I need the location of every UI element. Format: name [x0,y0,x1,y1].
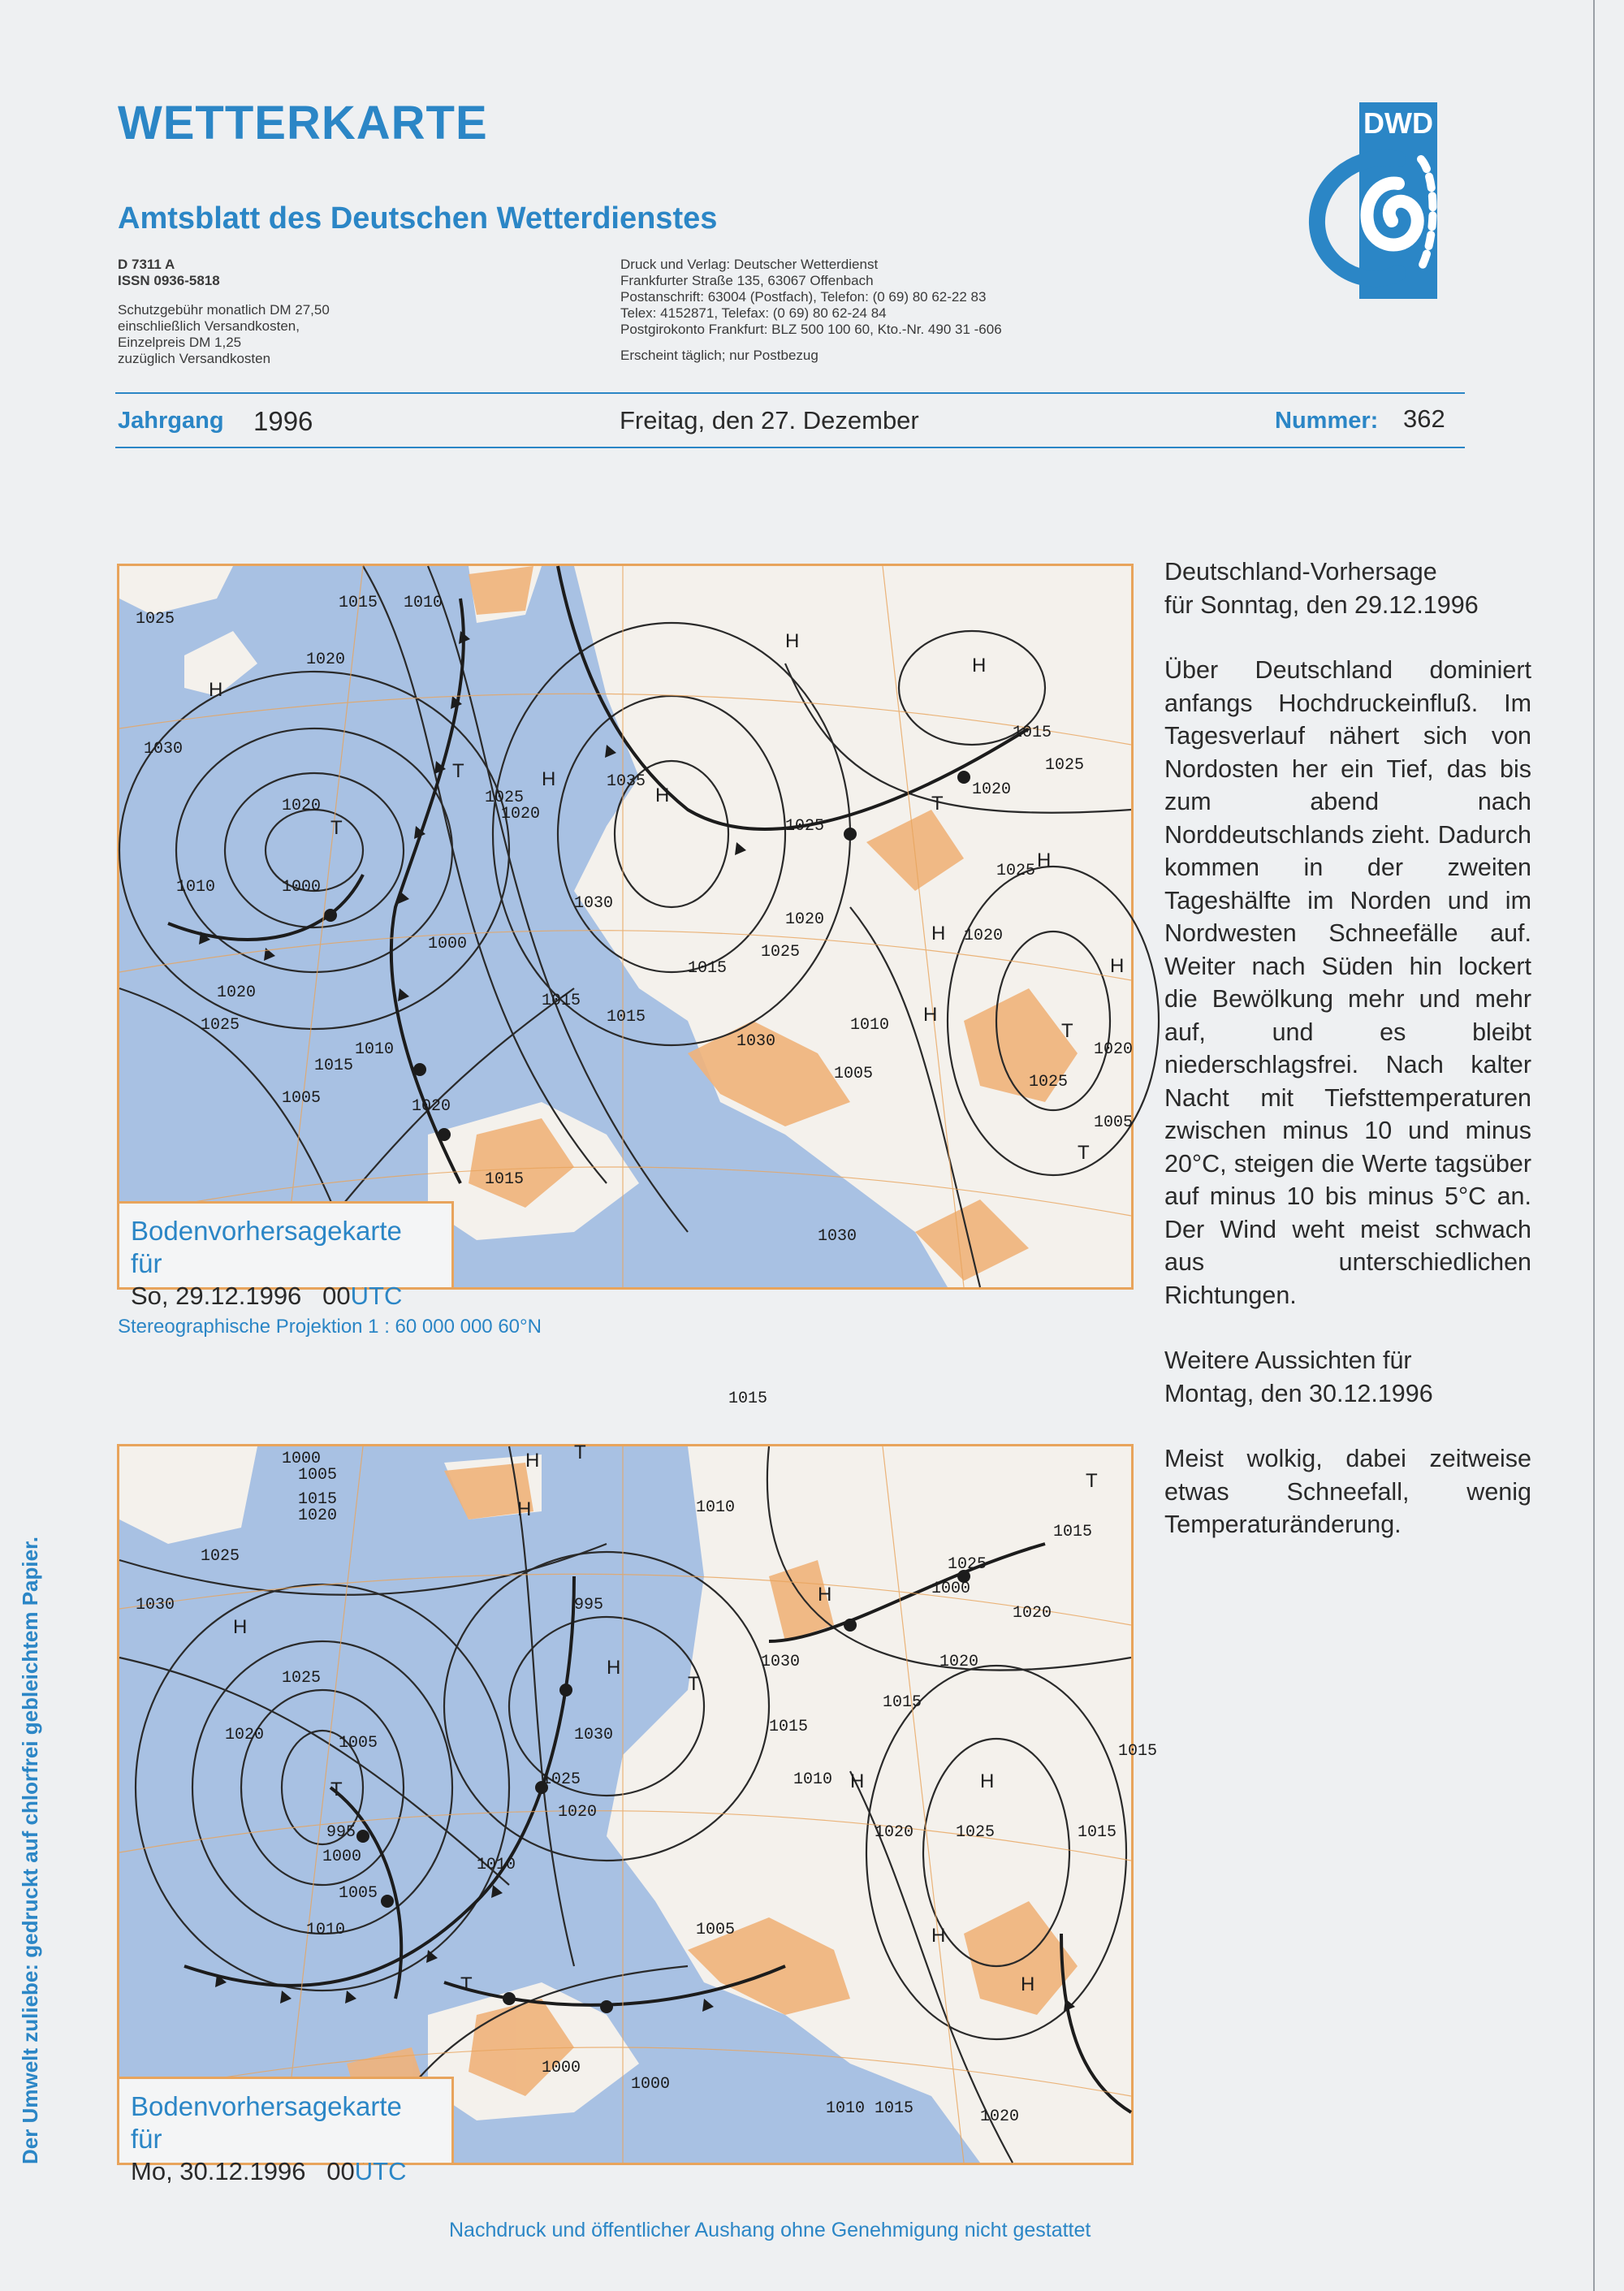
isobar-label: 1020 [412,1097,451,1116]
isobar-label: 1010 [306,1921,346,1939]
high-pressure-center: H [980,1770,995,1792]
map-caption [119,1201,454,1310]
high-pressure-center: H [233,1616,248,1638]
isobar-label: 1030 [574,894,614,913]
isobar-label: 1025 [996,862,1036,880]
isobar-label: 1025 [761,943,801,962]
isobar-label: 1025 [542,1770,581,1789]
isobar-label: 1035 [607,772,646,791]
isobar-label: 1020 [217,983,257,1002]
isobar-label: 1005 [339,1884,378,1903]
high-pressure-center: H [542,768,556,790]
isobar-label: 1015 [485,1170,525,1189]
isobar-label: 1015 [1118,1742,1158,1761]
isobar-label: 1020 [972,780,1012,799]
fee-line-4: zuzüglich Versandkosten [118,351,271,366]
isobar-label: 1015 [298,1490,338,1509]
isobar-label: 1020 [1013,1604,1052,1623]
high-pressure-center: H [931,1925,946,1947]
nummer-label: Nummer: [1275,408,1379,434]
isobar-label: 1015 [1053,1523,1093,1541]
outlook-heading-2: Montag, den 30.12.1996 [1164,1379,1433,1407]
isobar-label: 1025 [282,1669,322,1688]
isobar-label: 1005 [339,1734,378,1753]
map-caption-utc: UTC [354,2157,407,2185]
map-caption-date-text: Mo, 30.12.1996 [131,2157,306,2185]
issue-date: Freitag, den 27. Dezember [620,406,919,434]
publisher-line-3: Postanschrift: 63004 (Postfach), Telefon: (0 69) 80 62-22 83 [620,289,987,305]
isobar-label: 1025 [956,1823,996,1842]
header-rule-top [115,392,1465,394]
isobar-label: 1000 [542,2059,581,2077]
high-pressure-center: H [209,679,223,701]
isobar-label: 1000 [282,878,322,897]
forecast-map-monday [117,1442,1158,2185]
dwd-logo [1307,102,1437,299]
isobar-label: 1025 [201,1016,240,1035]
isobar-label: 1020 [501,805,541,823]
map-caption-title: Bodenvorhersagekarte für [131,1216,402,1278]
isobar-label: 1030 [761,1653,801,1671]
fee-line-3: Einzelpreis DM 1,25 [118,335,242,350]
outlook-heading [1164,1344,1531,1410]
isobar-label: 1030 [144,740,184,759]
isobar-label: 1025 [948,1555,987,1574]
high-pressure-center: H [785,630,800,652]
publisher-line-5: Postgirokonto Frankfurt: BLZ 500 100 60, Kto.-Nr. 490 31 -606 [620,322,1002,337]
map-caption-date [131,1280,440,1312]
low-pressure-center: T [330,1779,343,1800]
isobar-label: 995 [574,1596,604,1615]
fee-line-2: einschließlich Versandkosten, [118,318,300,334]
isobar-label: 1020 [558,1803,598,1822]
isobar-label: 1010 [696,1498,736,1517]
isobar-label: 1005 [1094,1113,1134,1132]
map-caption-utc: UTC [350,1282,403,1310]
isobar-label: 1015 [607,1008,646,1027]
isobar-label: 1030 [736,1032,776,1051]
isobar-label: 1020 [298,1506,338,1525]
isobar-label: 1025 [785,817,825,836]
isobar-label: 1025 [485,789,525,807]
isobar-label: 1020 [964,927,1004,945]
isobar-label: 1010 [404,594,443,612]
high-pressure-center: H [655,785,670,806]
isobar-label: 1015 [1078,1823,1117,1842]
map-caption-time: 00 [322,1282,351,1310]
isobar-label: 1010 [850,1016,890,1035]
low-pressure-center: T [574,1442,586,1463]
logo-text: DWD [1363,106,1433,140]
publisher-line-6: Erscheint täglich; nur Postbezug [620,348,818,363]
isobar-label: 1000 [631,2075,671,2094]
footer-note: Nachdruck und öffentlicher Aushang ohne Genehmigung nicht gestattet [449,2219,1091,2241]
high-pressure-center: H [1110,955,1125,977]
isobar-label: 1015 [688,959,728,978]
high-pressure-center: H [972,655,987,676]
map-caption-title: Bodenvorhersagekarte für [131,2091,402,2154]
low-pressure-center: T [452,760,464,782]
isobar-label: 1025 [136,610,175,629]
isobar-label: 1010 [826,2099,866,2118]
isobar-label: 1025 [201,1547,240,1566]
high-pressure-center: H [517,1498,532,1520]
isobar-label: 1000 [322,1848,362,1866]
isobar-label: 1020 [980,2107,1020,2126]
low-pressure-center: T [1061,1020,1073,1042]
forecast-body: Über Deutschland dominiert anfangs Hochdruckeinfluß. Im Tagesverlauf nähert sich von Nordosten her ein Tief, das bis zum abend nach Norddeutschlands zieht. Dadurch kommen in der zweiten Tageshälfte im Norden und im Nordwesten Schneefälle auf. Weiter nach Süden hin lockert die Bewölkung mehr und mehr auf, und es bleibt niederschlagsfrei. Nach kalter Nacht mit Tiefsttemperaturen zwischen minus 10 und minus 20°C, steigen die Werte tagsüber auf minus 10 bis minus 5°C an. Der Wind weht meist schwach aus unterschiedlichen Richtungen. [1164,656,1531,1309]
high-pressure-center: H [931,923,946,944]
forecast-heading [1164,555,1531,621]
page-edge [1593,0,1595,2291]
header-rule-bottom [115,447,1465,448]
page-title: WETTERKARTE [118,97,488,149]
isobar-label: 1005 [282,1089,322,1108]
isobar-label: 1030 [818,1227,857,1246]
map-caption-date [131,2155,440,2188]
isobar-label: 1000 [931,1580,971,1598]
publication-info [118,257,459,367]
isobar-label: 1020 [785,910,825,929]
low-pressure-center: T [688,1673,700,1695]
isobar-label: 995 [326,1823,356,1842]
isobar-label: 1010 [355,1040,395,1059]
isobar-label: 1010 [793,1770,833,1789]
isobar-label: 1020 [875,1823,914,1842]
high-pressure-center: H [923,1004,938,1026]
high-pressure-center: H [1037,849,1052,871]
issn: ISSN 0936-5818 [118,273,220,288]
isobar-label: 1030 [574,1726,614,1744]
outlook-heading-1: Weitere Aussichten für [1164,1347,1412,1374]
isobar-label: 1015 [314,1057,354,1075]
publisher-line-2: Frankfurter Straße 135, 63067 Offenbach [620,273,874,288]
isobar-label: 1015 [883,1693,922,1712]
outlook-body: Meist wolkig, dabei zeitweise etwas Schneefall, wenig Temperaturänderung. [1164,1445,1531,1538]
jahrgang-label: Jahrgang [118,408,224,434]
isobar-label: 1020 [939,1653,979,1671]
high-pressure-center: H [818,1584,832,1606]
nummer-value: 362 [1403,404,1445,433]
page-subtitle: Amtsblatt des Deutschen Wetterdienstes [118,201,718,236]
projection-note: Stereographische Projektion 1 : 60 000 000 60°N [118,1316,542,1338]
isobar-label: 1015 [769,1718,809,1736]
isobar-label: 1020 [282,797,322,815]
forecast-text [1164,555,1531,1574]
isobar-label: 1015 [1013,724,1052,742]
isobar-label: 1030 [136,1596,175,1615]
high-pressure-center: H [850,1770,865,1792]
isobar-label: 1020 [225,1726,265,1744]
fee-line-1: Schutzgebühr monatlich DM 27,50 [118,302,330,318]
isobar-label: 1005 [696,1921,736,1939]
low-pressure-center: T [1078,1142,1090,1164]
isobar-label: 1010 [176,878,216,897]
low-pressure-center: T [931,793,944,815]
isobar-label: 1015 [542,992,581,1010]
low-pressure-center: T [1086,1470,1098,1492]
publication-code: D 7311 A [118,257,175,272]
isobar-label: 1025 [1045,756,1085,775]
isobar-label: 1000 [428,935,468,953]
low-pressure-center: T [460,1973,473,1995]
map-graphic [119,1442,1158,2163]
high-pressure-center: H [607,1657,621,1679]
isobar-label: 1020 [306,651,346,669]
low-pressure-center: T [330,817,343,839]
isobar-label: 1025 [1029,1073,1069,1091]
jahrgang-value: 1996 [253,406,313,436]
forecast-heading-1: Deutschland-Vorhersage [1164,558,1437,586]
isobar-label: 1005 [834,1065,874,1083]
isobar-label: 1015 [339,594,378,612]
forecast-heading-2: für Sonntag, den 29.12.1996 [1164,590,1479,619]
isobar-label: 1000 [282,1450,322,1468]
publisher-info [620,257,1140,364]
map-caption-time: 00 [326,2157,355,2185]
isobar-label: 1015 [728,1390,768,1408]
map-caption [119,2077,454,2185]
high-pressure-center: H [1021,1973,1035,1995]
publisher-line-4: Telex: 4152871, Telefax: (0 69) 80 62-24 84 [620,305,887,321]
isobar-label: 1020 [1094,1040,1134,1059]
publisher-line-1: Druck und Verlag: Deutscher Wetterdienst [620,257,879,272]
paper-note: Der Umwelt zuliebe: gedruckt auf chlorfrei gebleichtem Papier. [18,1537,42,2164]
isobar-label: 1015 [875,2099,914,2118]
map-caption-date-text: So, 29.12.1996 [131,1282,302,1310]
isobar-label: 1005 [298,1466,338,1485]
isobar-label: 1010 [477,1856,516,1874]
high-pressure-center: H [525,1450,540,1472]
